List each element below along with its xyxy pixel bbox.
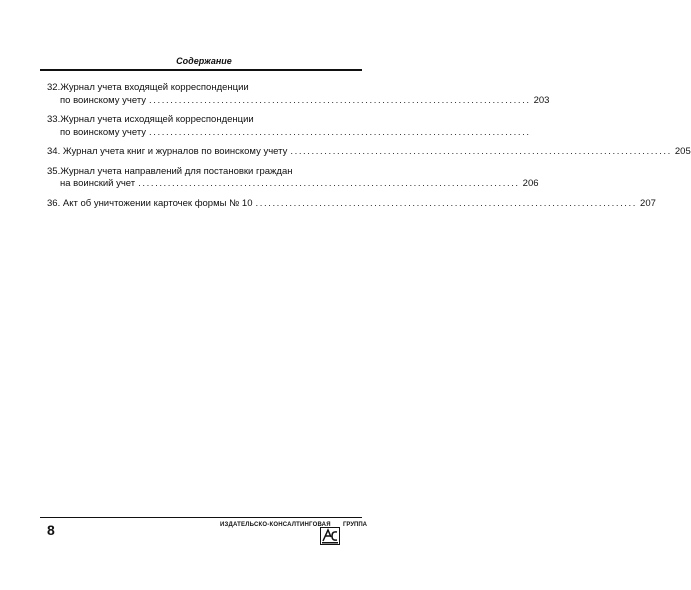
toc-title-line2: по воинскому учету (60, 126, 147, 138)
toc-page-number: 206 (522, 178, 539, 189)
toc-entry-33 (47, 114, 531, 139)
dot-leader: .......................................................................................... (149, 94, 531, 106)
toc-entry-35 (47, 165, 539, 191)
toc-page-number: 203 (533, 94, 550, 106)
toc-entry-34 (47, 146, 691, 159)
toc-entry-36 (47, 197, 656, 211)
dot-leader: .......................................................................................... (138, 178, 520, 189)
toc-title-line2: на воинский учет (60, 178, 136, 189)
toc-title-line1: Журнал учета направлений для постановки граждан (60, 165, 293, 177)
table-of-contents (47, 82, 691, 217)
header-rule (40, 69, 362, 71)
toc-title-line1: Акт об уничтожении карточек формы № 10 (62, 197, 253, 209)
dot-leader: .......................................................................................... (255, 197, 638, 209)
ak-logo-icon (320, 527, 340, 545)
toc-page-number: 207 (640, 197, 656, 209)
toc-number: 36. (47, 197, 61, 209)
dot-leader: .......................................................................................... (149, 126, 531, 138)
toc-page-number: 205 (674, 146, 691, 157)
toc-number: 32. (47, 82, 61, 93)
page-number: 8 (47, 522, 55, 538)
publisher-group: ГРУППА (343, 522, 368, 528)
toc-title-line1: Журнал учета исходящей корреспонденции (60, 114, 254, 125)
toc-number: 35. (47, 165, 61, 177)
toc-title-line2: по воинскому учету (60, 94, 147, 106)
dot-leader: .......................................................................................... (290, 146, 672, 157)
toc-entry-32 (47, 82, 550, 107)
page-header-title: Содержание (176, 56, 232, 66)
footer-rule (40, 517, 362, 518)
toc-number: 34. (47, 146, 61, 157)
toc-title-line1: Журнал учета книг и журналов по воинскому учету (62, 146, 288, 157)
publisher-name: ИЗДАТЕЛЬСКО-КОНСАЛТИНГОВАЯ (220, 522, 331, 528)
toc-title-line1: Журнал учета входящей корреспонденции (60, 82, 249, 93)
toc-number: 33. (47, 114, 61, 125)
